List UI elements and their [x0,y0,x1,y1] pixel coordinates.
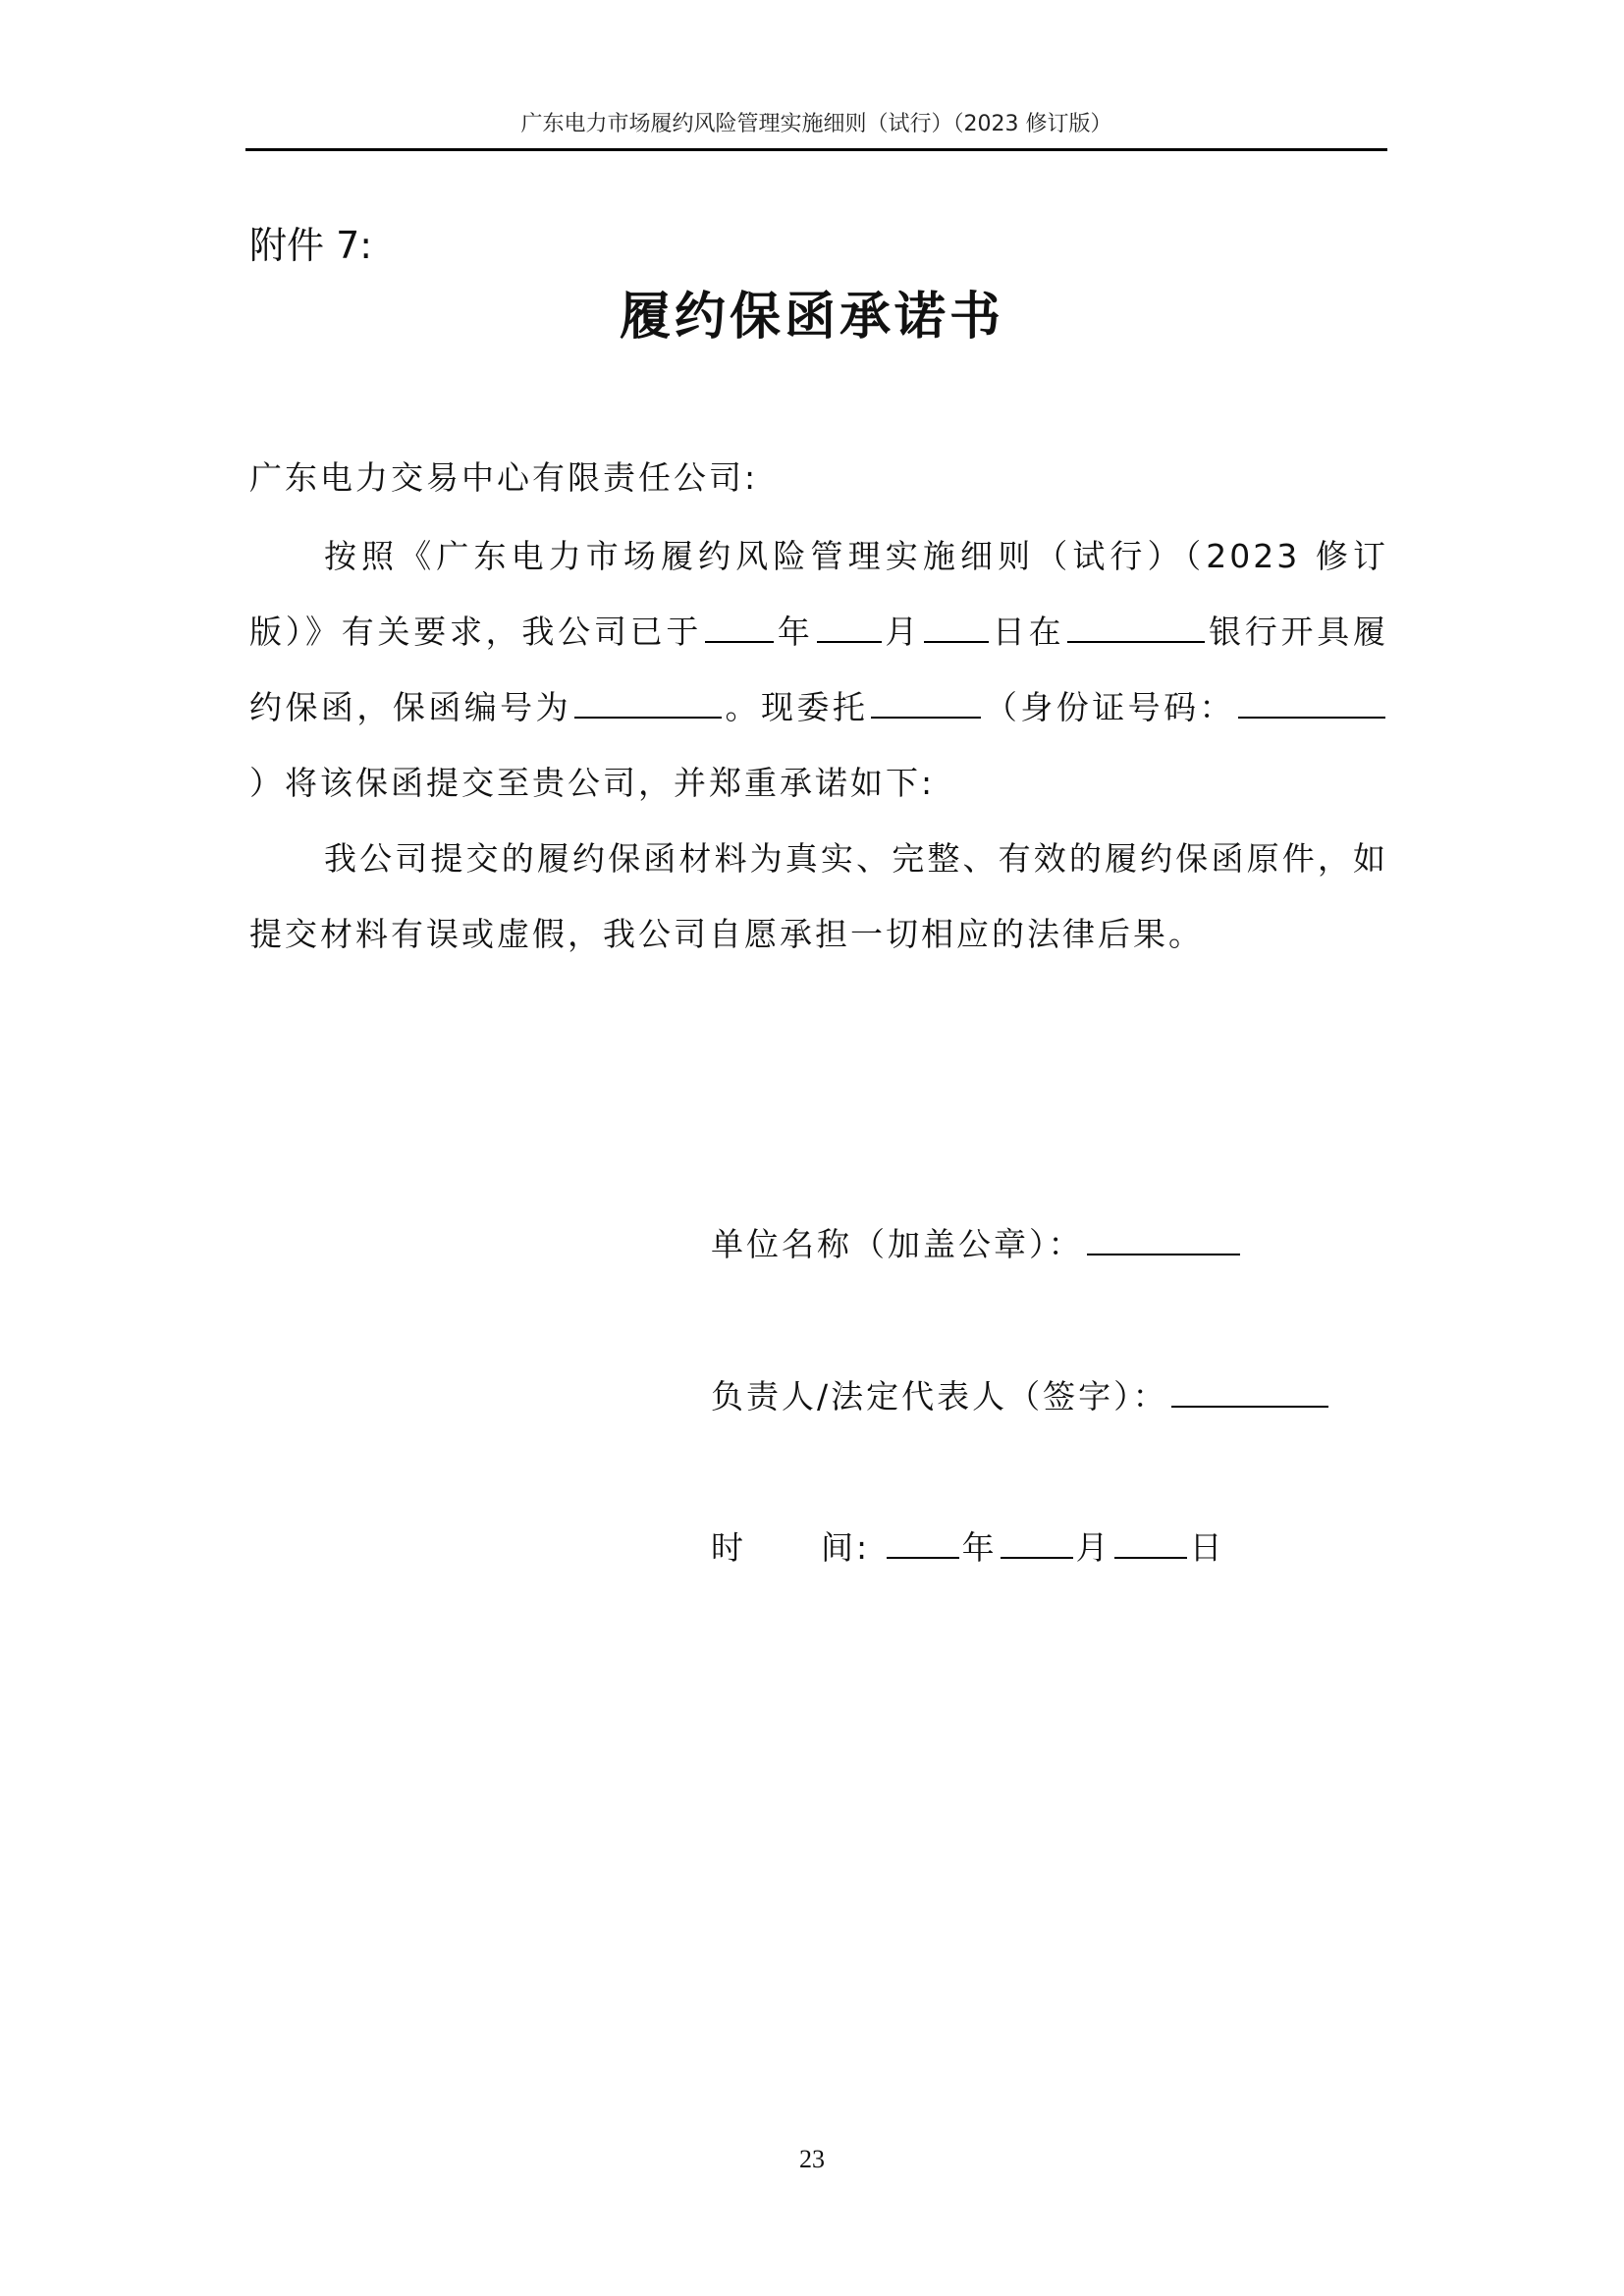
sign-day: 日 [1189,1528,1225,1567]
para1-day-at: 日在 [992,613,1065,651]
para1-year: 年 [777,613,814,651]
attachment-label: 附件 7: [249,224,373,267]
id-number-blank[interactable] [1238,687,1385,719]
time-label-1: 时 [711,1528,746,1567]
bank-blank[interactable] [1067,612,1205,643]
header-rule [245,148,1387,151]
sign-day-blank[interactable] [1114,1527,1187,1559]
para1-end: ）将该保函提交至贵公司，并郑重承诺如下: [249,764,936,802]
entrusted-person-blank[interactable] [871,687,981,719]
year-blank[interactable] [705,612,774,643]
day-blank[interactable] [924,612,989,643]
representative-signature-blank[interactable] [1171,1376,1328,1408]
guarantee-number-blank[interactable] [574,687,722,719]
para1-month: 月 [884,613,922,651]
sign-month: 月 [1075,1528,1111,1567]
date-line [711,1526,1225,1570]
document-title: 履约保函承诺书 [619,288,1004,347]
addressee: 广东电力交易中心有限责任公司: [249,458,759,497]
para1-id-label: （身份证号码： [984,688,1236,726]
para1-entrust: 。现委托 [725,688,869,726]
unit-name-label: 单位名称（加盖公章）： [711,1225,1084,1263]
page-number: 23 [799,2145,825,2173]
running-header: 广东电力市场履约风险管理实施细则（试行）（2023 修订版） [520,112,1112,136]
representative-label: 负责人/法定代表人（签字）： [711,1377,1168,1415]
para1-bank: 银行开具履约保函，保函编号为 [249,613,1389,726]
para1-text-1: 按照《广东电力市场履约风险管理实施细则（试行）（2023 修订版）》有关要求，我公司已于 [249,537,1388,651]
unit-name-line [711,1223,1243,1266]
paragraph-commitment-intro [249,518,1388,821]
unit-name-blank[interactable] [1087,1224,1240,1255]
sign-year: 年 [961,1528,998,1567]
paragraph-commitment: 我公司提交的履约保函材料为真实、完整、有效的履约保函原件，如提交材料有误或虚假，我公司自愿承担一切相应的法律后果。 [249,839,1388,953]
representative-line [711,1375,1331,1418]
sign-year-blank[interactable] [887,1527,959,1559]
time-label-2: 间: [821,1528,871,1567]
month-blank[interactable] [817,612,882,643]
sign-month-blank[interactable] [1001,1527,1073,1559]
